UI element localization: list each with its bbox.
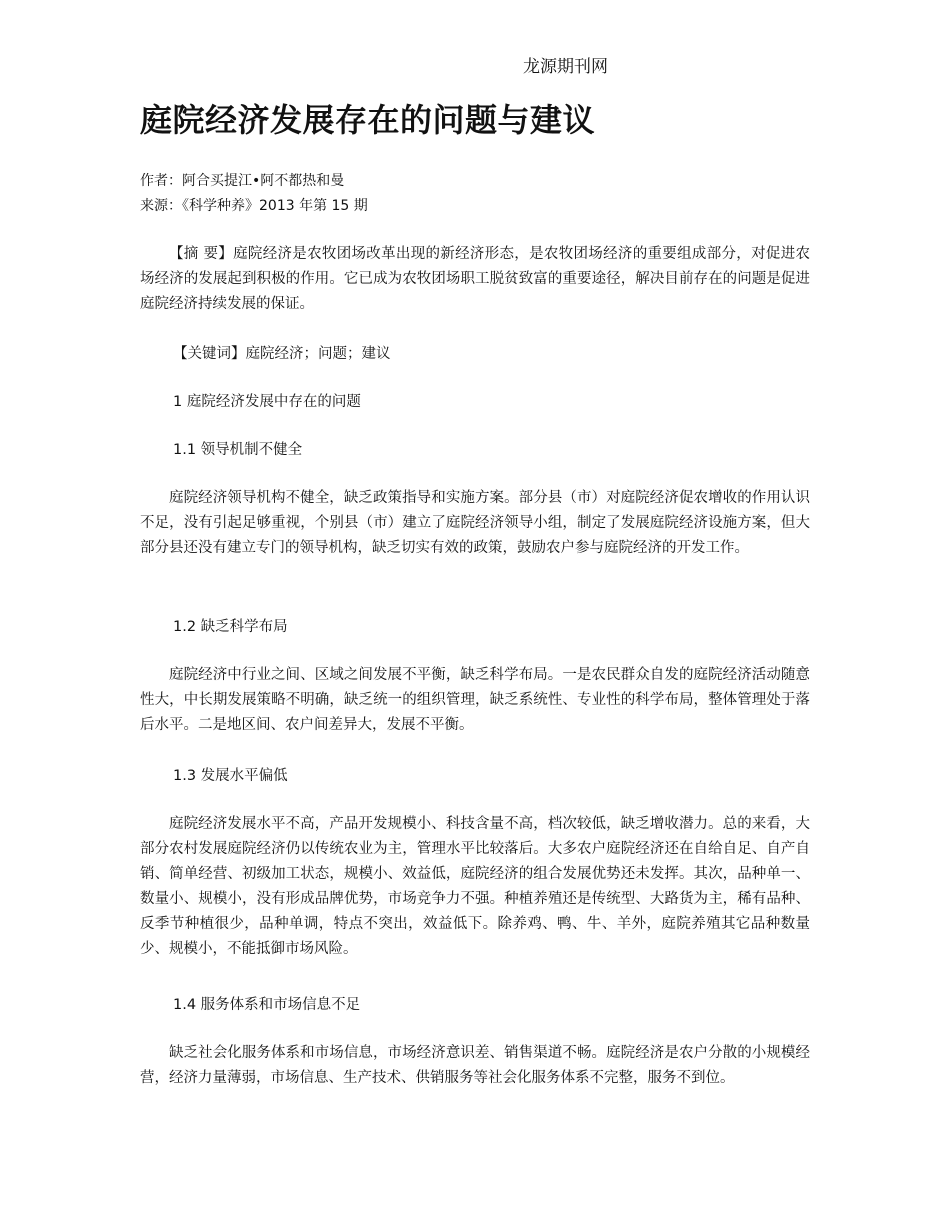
subsection-1-1-paragraph: 庭院经济领导机构不健全，缺乏政策指导和实施方案。部分县（市）对庭院经济促农增收的作用认识不足，没有引起足够重视，个别县（市）建立了庭院经济领导小组，制定了发展庭院经济设施方案，但大部分县还没有建立专门的领导机构，缺乏切实有效的政策，鼓励农户参与庭院经济的开发工作。 — [140, 490, 810, 556]
section-1-heading: 1 庭院经济发展中存在的问题 — [173, 394, 361, 410]
subsection-1-4-paragraph: 缺乏社会化服务体系和市场信息，市场经济意识差、销售渠道不畅。庭院经济是农户分散的小规模经营，经济力量薄弱，市场信息、生产技术、供销服务等社会化服务体系不完整，服务不到位。 — [140, 1045, 810, 1086]
article-title: 庭院经济发展存在的问题与建议 — [140, 101, 596, 139]
source-line: 来源：《科学种养》2013 年第 15 期 — [140, 198, 368, 214]
abstract-paragraph: 【摘 要】庭院经济是农牧团场改革出现的新经济形态，是农牧团场经济的重要组成部分，对促进农场经济的发展起到积极的作用。它已成为农牧团场职工脱贫致富的重要途径，解决目前存在的问题是促进庭院经济持续发展的保证。 — [140, 246, 810, 312]
site-name: 龙源期刊网 — [523, 57, 608, 77]
author-line: 作者：阿合买提江•阿不都热和曼 — [140, 173, 345, 189]
subsection-1-1-heading: 1.1 领导机制不健全 — [173, 442, 303, 458]
subsection-1-2-heading: 1.2 缺乏科学布局 — [173, 619, 288, 635]
subsection-1-3-paragraph: 庭院经济发展水平不高，产品开发规模小、科技含量不高，档次较低，缺乏增收潜力。总的来看，大部分农村发展庭院经济仍以传统农业为主，管理水平比较落后。大多农户庭院经济还在自给自足、自产自销、简单经营、初级加工状态，规模小、效益低，庭院经济的组合发展优势还未发挥。其次，品种单一、数量小、规模小，没有形成品牌优势，市场竞争力不强。种植养殖还是传统型、大路货为主，稀有品种、反季节种植很少，品种单调，特点不突出，效益低下。除养鸡、鸭、牛、羊外，庭院养殖其它品种数量少、规模小，不能抵御市场风险。 — [140, 816, 810, 957]
subsection-1-2-paragraph: 庭院经济中行业之间、区域之间发展不平衡，缺乏科学布局。一是农民群众自发的庭院经济活动随意性大，中长期发展策略不明确，缺乏统一的组织管理，缺乏系统性、专业性的科学布局，整体管理处于落后水平。二是地区间、农户间差异大，发展不平衡。 — [140, 667, 810, 733]
subsection-1-3-heading: 1.3 发展水平偏低 — [173, 768, 288, 784]
keywords-line: 【关键词】庭院经济；问题；建议 — [173, 346, 391, 362]
subsection-1-4-heading: 1.4 服务体系和市场信息不足 — [173, 997, 361, 1013]
